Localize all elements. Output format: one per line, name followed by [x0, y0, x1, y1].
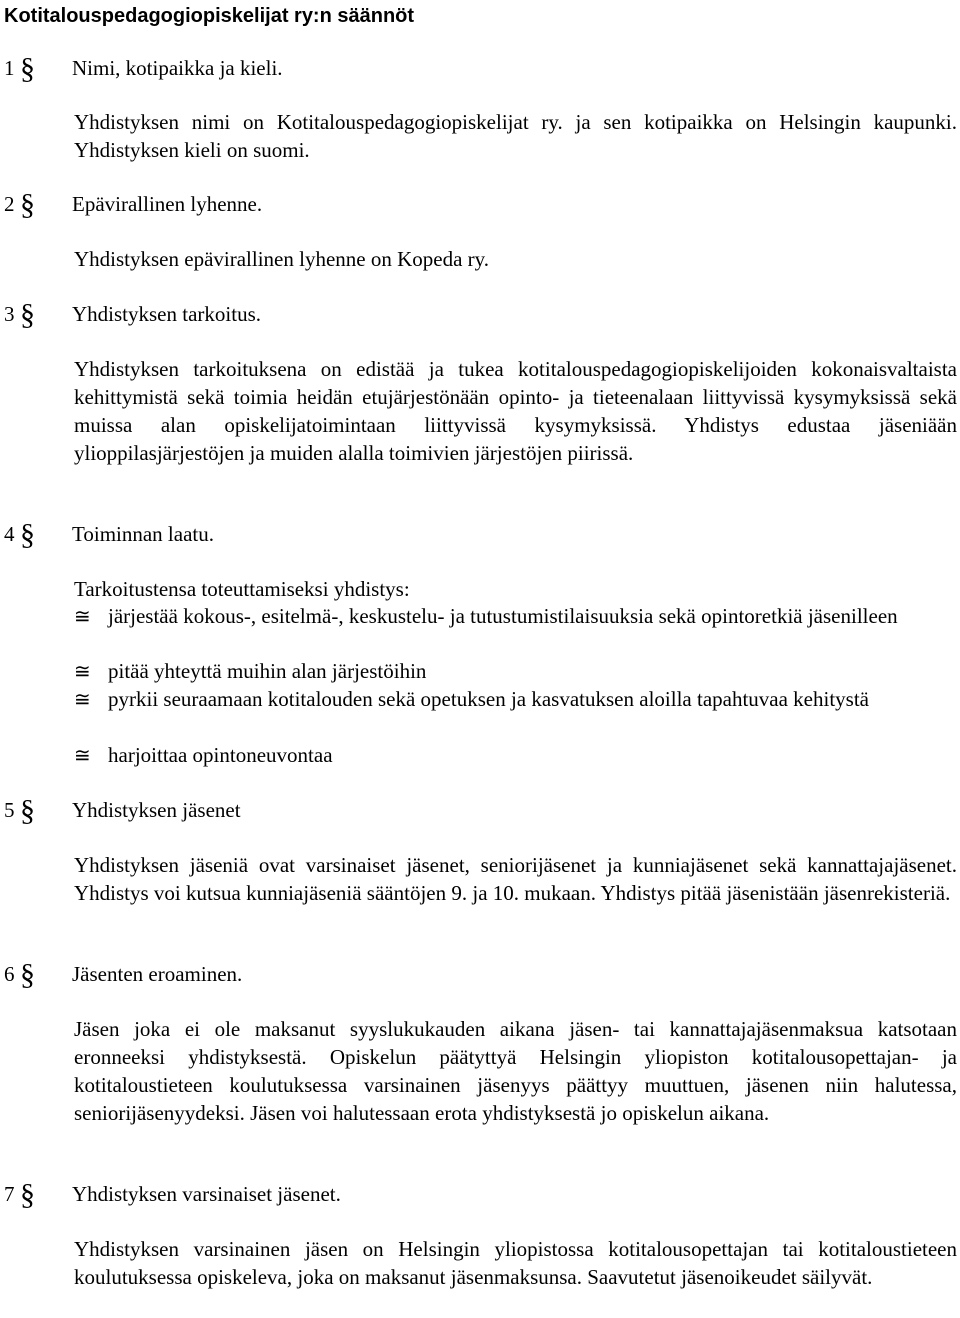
section-sign: § — [20, 298, 35, 331]
approx-equal-bullet-icon: ≅ — [74, 604, 91, 628]
section-7-text: Yhdistyksen varsinainen jäsen on Helsingin yliopistossa kotitalousopettajan tai kotitaloustieteen koulutuksessa opiskeleva, joka on maksanut jäsenmaksunsa. Saavutetut jäsenoikeudet säilyvät. — [74, 1237, 957, 1289]
section-4-heading — [4, 518, 214, 551]
section-title: Yhdistyksen varsinaiset jäsenet. — [72, 1182, 341, 1206]
section-number: 2 — [4, 192, 15, 216]
section-number: 5 — [4, 798, 15, 822]
section-sign: § — [20, 1178, 35, 1211]
section-number: 3 — [4, 302, 15, 326]
approx-equal-bullet-icon: ≅ — [74, 743, 91, 767]
section-5-heading — [4, 794, 241, 827]
section-6-heading — [4, 958, 243, 991]
section-sign: § — [20, 52, 35, 85]
section-title: Toiminnan laatu. — [72, 522, 214, 546]
section-number: 7 — [4, 1182, 15, 1206]
document-title: Kotitalouspedagogiopiskelijat ry:n säännöt — [4, 5, 415, 27]
section-title: Epävirallinen lyhenne. — [72, 192, 263, 216]
list-item-text: harjoittaa opintoneuvontaa — [108, 743, 333, 767]
section-7-heading — [4, 1178, 341, 1211]
section-2-heading — [4, 188, 263, 221]
section-number: 1 — [4, 56, 15, 80]
section-sign: § — [20, 794, 35, 827]
list-item-text: pyrkii seuraamaan kotitalouden sekä opetuksen ja kasvatuksen aloilla tapahtuvaa kehitystä — [108, 687, 870, 711]
section-1-heading — [4, 52, 283, 85]
section-number: 4 — [4, 522, 15, 546]
section-sign: § — [20, 518, 35, 551]
list-item-text: pitää yhteyttä muihin alan järjestöihin — [108, 659, 427, 683]
section-sign: § — [20, 958, 35, 991]
section-5-text: Yhdistyksen jäseniä ovat varsinaiset jäsenet, seniorijäsenet ja kunniajäsenet sekä kannattajajäsenet. Yhdistys voi kutsua kunniajäseniä sääntöjen 9. ja 10. mukaan. Yhdistys pitää jäsenistään jäsenrekisteriä. — [74, 853, 957, 905]
section-4-intro: Tarkoitustensa toteuttamiseksi yhdistys: — [74, 577, 410, 601]
section-title: Nimi, kotipaikka ja kieli. — [72, 56, 283, 80]
approx-equal-bullet-icon: ≅ — [74, 659, 91, 683]
section-1-text: Yhdistyksen nimi on Kotitalouspedagogiopiskelijat ry. ja sen kotipaikka on Helsingin kaupunki. Yhdistyksen kieli on suomi. — [74, 110, 957, 162]
section-3-heading — [4, 298, 261, 331]
approx-equal-bullet-icon: ≅ — [74, 687, 91, 711]
section-3-text: Yhdistyksen tarkoituksena on edistää ja tukea kotitalouspedagogiopiskelijoiden kokonaisvaltaista kehittymistä sekä toimia heidän etujärjestönään opinto- ja tieteenalaan liittyvissä kysymyksissä sekä muissa alan opiskelijatoimintaan liittyvissä kysymyksissä. Yhdistys edustaa jäseniään ylioppilasjärjestöjen ja muiden alalla toimivien järjestöjen piirissä. — [74, 357, 957, 465]
section-sign: § — [20, 188, 35, 221]
section-title: Yhdistyksen jäsenet — [72, 798, 241, 822]
list-item-text: järjestää kokous-, esitelmä-, keskustelu- ja tutustumistilaisuuksia sekä opintoretkiä jäsenilleen — [108, 604, 898, 628]
section-2-text: Yhdistyksen epävirallinen lyhenne on Kopeda ry. — [74, 247, 490, 271]
section-title: Jäsenten eroaminen. — [72, 962, 243, 986]
section-number: 6 — [4, 962, 15, 986]
section-title: Yhdistyksen tarkoitus. — [72, 302, 261, 326]
section-6-text: Jäsen joka ei ole maksanut syyslukukauden aikana jäsen- tai kannattajajäsenmaksua katsotaan eronneeksi yhdistyksestä. Opiskelun päätyttyä Helsingin yliopiston kotitalousopettajan- ja kotitaloustieteen koulutuksessa varsinainen jäsenyys päättyy muuttuen, jäsenen niin halutessa, seniorijäsenyydeksi. Jäsen voi halutessaan erota yhdistyksestä jo opiskelun aikana. — [74, 1017, 957, 1125]
